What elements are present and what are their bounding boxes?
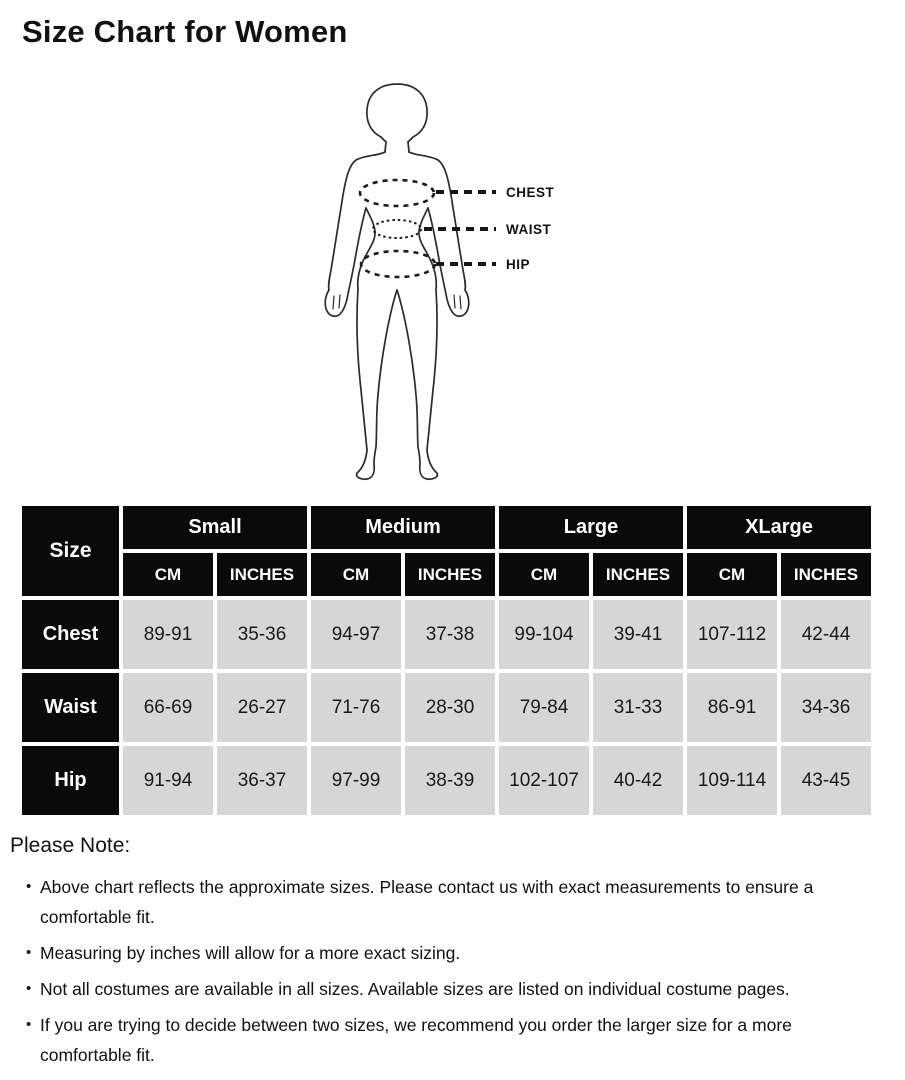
hip-small-inches: 36-37 [217, 746, 307, 815]
hip-small-cm: 91-94 [123, 746, 213, 815]
row-header-chest: Chest [22, 600, 119, 669]
waist-ellipse [373, 220, 421, 238]
row-header-waist: Waist [22, 673, 119, 742]
group-header-small: Small [123, 506, 307, 549]
waist-large-inches: 31-33 [593, 673, 683, 742]
hip-large-cm: 102-107 [499, 746, 589, 815]
notes-list [10, 872, 838, 1070]
waist-label: WAIST [506, 222, 552, 237]
chest-small-inches: 35-36 [217, 600, 307, 669]
chest-xlarge-cm: 107-112 [687, 600, 777, 669]
unit-header-inches: INCHES [593, 553, 683, 596]
chest-ellipse [360, 180, 434, 206]
chest-large-cm: 99-104 [499, 600, 589, 669]
chest-medium-cm: 94-97 [311, 600, 401, 669]
waist-xlarge-inches: 34-36 [781, 673, 871, 742]
unit-header-cm: CM [311, 553, 401, 596]
chest-large-inches: 39-41 [593, 600, 683, 669]
female-figure-icon [0, 0, 905, 500]
notes-section [10, 834, 870, 1076]
table-group-header-row [22, 506, 871, 549]
unit-header-cm: CM [687, 553, 777, 596]
note-item: • Measuring by inches will allow for a more exact sizing. [10, 938, 838, 968]
waist-xlarge-cm: 86-91 [687, 673, 777, 742]
table-row-chest [22, 600, 871, 669]
unit-header-inches: INCHES [405, 553, 495, 596]
table-row-hip [22, 746, 871, 815]
chest-label: CHEST [506, 185, 555, 200]
note-item: • Not all costumes are available in all sizes. Available sizes are listed on individual costume pages. [10, 974, 838, 1004]
row-header-hip: Hip [22, 746, 119, 815]
group-header-xlarge: XLarge [687, 506, 871, 549]
notes-heading: Please Note: [10, 834, 131, 857]
waist-small-inches: 26-27 [217, 673, 307, 742]
group-header-large: Large [499, 506, 683, 549]
hip-medium-inches: 38-39 [405, 746, 495, 815]
unit-header-inches: INCHES [781, 553, 871, 596]
hip-medium-cm: 97-99 [311, 746, 401, 815]
hip-large-inches: 40-42 [593, 746, 683, 815]
hip-ellipse [361, 251, 435, 277]
waist-medium-inches: 28-30 [405, 673, 495, 742]
note-item: • If you are trying to decide between two sizes, we recommend you order the larger size for a more comfortable fit. [10, 1010, 838, 1070]
hip-label: HIP [506, 257, 531, 272]
unit-header-cm: CM [499, 553, 589, 596]
size-corner-header: Size [22, 506, 119, 596]
hip-xlarge-inches: 43-45 [781, 746, 871, 815]
table-row-waist [22, 673, 871, 742]
chest-medium-inches: 37-38 [405, 600, 495, 669]
waist-medium-cm: 71-76 [311, 673, 401, 742]
page-title: Size Chart for Women [22, 14, 348, 49]
note-item: • Above chart reflects the approximate sizes. Please contact us with exact measurements to ensure a comfortable fit. [10, 872, 838, 932]
hip-xlarge-cm: 109-114 [687, 746, 777, 815]
chest-xlarge-inches: 42-44 [781, 600, 871, 669]
waist-small-cm: 66-69 [123, 673, 213, 742]
size-chart-table [18, 502, 875, 819]
chest-small-cm: 89-91 [123, 600, 213, 669]
unit-header-inches: INCHES [217, 553, 307, 596]
unit-header-cm: CM [123, 553, 213, 596]
table-unit-header-row [22, 553, 871, 596]
group-header-medium: Medium [311, 506, 495, 549]
body-measurement-diagram [0, 0, 905, 500]
waist-large-cm: 79-84 [499, 673, 589, 742]
